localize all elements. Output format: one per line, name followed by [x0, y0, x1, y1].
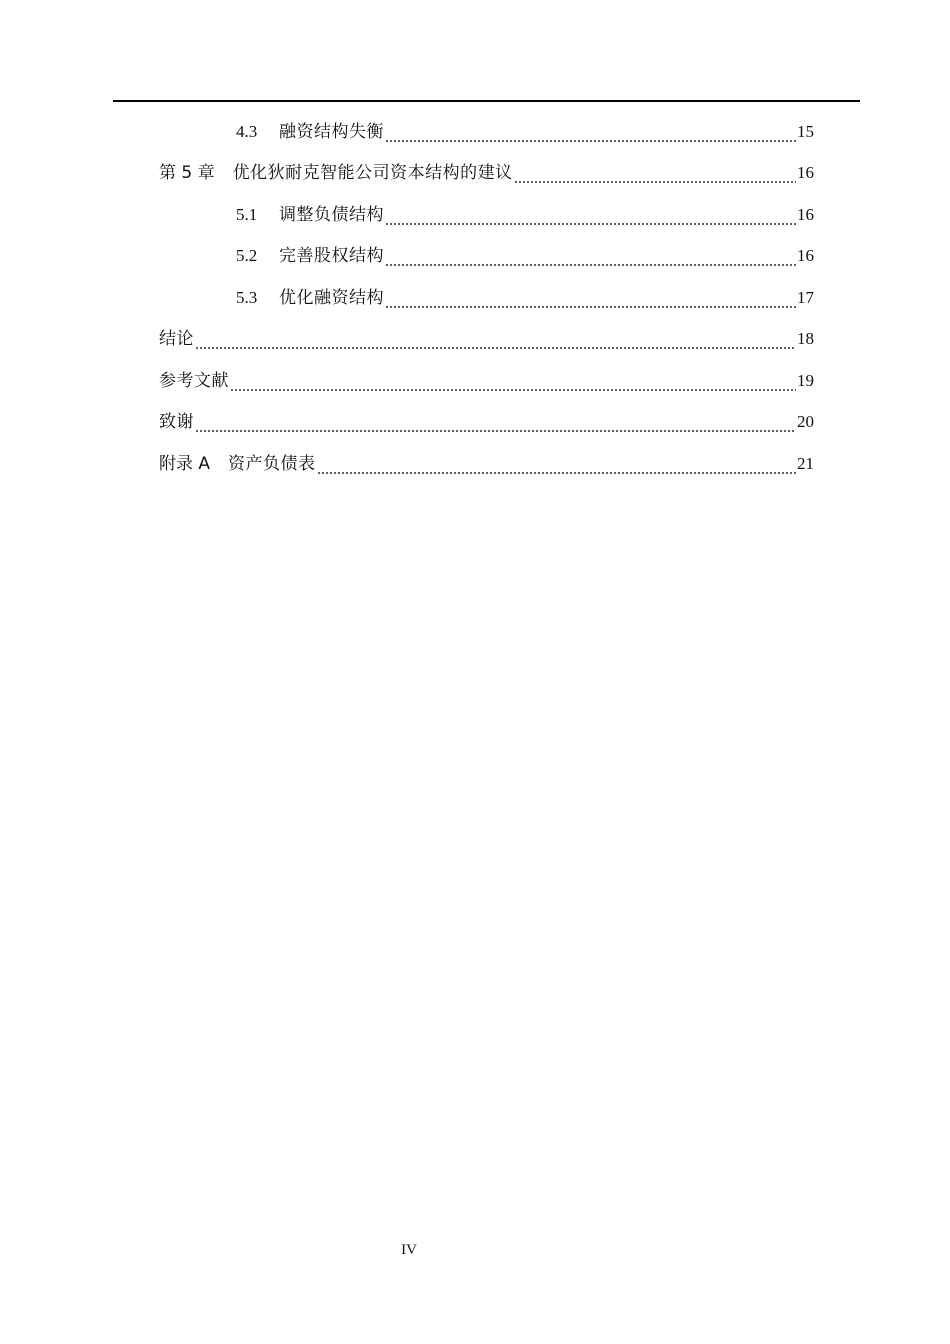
toc-entry-page: 20 — [797, 412, 814, 431]
toc-entry-title: 优化狄耐克智能公司资本结构的建议 — [232, 163, 513, 183]
toc-entry-conclusion[interactable] — [159, 327, 814, 351]
toc-entry-title: 完善股权结构 — [279, 246, 384, 266]
toc-entry-title: 调整负债结构 — [279, 205, 384, 225]
toc-entry-5-2[interactable] — [236, 244, 814, 268]
toc-entry-page: 16 — [797, 205, 814, 224]
toc-dot-leader — [385, 203, 796, 227]
toc-entry-5-3[interactable] — [236, 286, 814, 310]
toc-entry-page: 21 — [797, 454, 814, 473]
toc-dot-leader — [385, 244, 796, 268]
toc-dot-leader — [195, 410, 796, 434]
toc-entry-page: 18 — [797, 329, 814, 348]
header-rule — [113, 100, 860, 102]
page-number: IV — [401, 1242, 417, 1258]
toc-entry-number: 5.2 — [236, 246, 258, 265]
toc-entry-number: 5.1 — [236, 205, 258, 224]
toc-dot-leader — [195, 327, 796, 351]
toc-entry-title: 融资结构失衡 — [279, 122, 384, 142]
toc-dot-leader — [385, 286, 796, 310]
toc-entry-title: 优化融资结构 — [279, 288, 384, 308]
toc-entry-chapter-5[interactable] — [159, 161, 814, 185]
toc-entry-number: 4.3 — [236, 122, 258, 141]
toc-entry-4-3[interactable] — [236, 120, 814, 144]
toc-entry-references[interactable] — [159, 369, 814, 393]
toc-dot-leader — [385, 120, 796, 144]
toc-entry-page: 15 — [797, 122, 814, 141]
toc-dot-leader — [514, 161, 796, 185]
toc-entry-number: 第 5 章 — [159, 163, 215, 183]
toc-dot-leader — [317, 452, 796, 476]
toc-dot-leader — [230, 369, 796, 393]
toc-entry-appendix-a[interactable] — [159, 452, 814, 476]
toc-entry-acknowledgements[interactable] — [159, 410, 814, 434]
toc-entry-page: 17 — [797, 288, 814, 307]
toc-entry-title: 结论 — [159, 329, 194, 349]
toc-entry-title: 参考文献 — [159, 371, 229, 391]
toc-entry-number: 附录 A — [159, 454, 211, 474]
toc-entry-5-1[interactable] — [236, 203, 814, 227]
toc-entry-title: 资产负债表 — [228, 454, 316, 474]
toc-entry-page: 16 — [797, 163, 814, 182]
toc-entry-page: 16 — [797, 246, 814, 265]
toc-entry-page: 19 — [797, 371, 814, 390]
toc-entry-number: 5.3 — [236, 288, 258, 307]
toc-entry-title: 致谢 — [159, 412, 194, 432]
